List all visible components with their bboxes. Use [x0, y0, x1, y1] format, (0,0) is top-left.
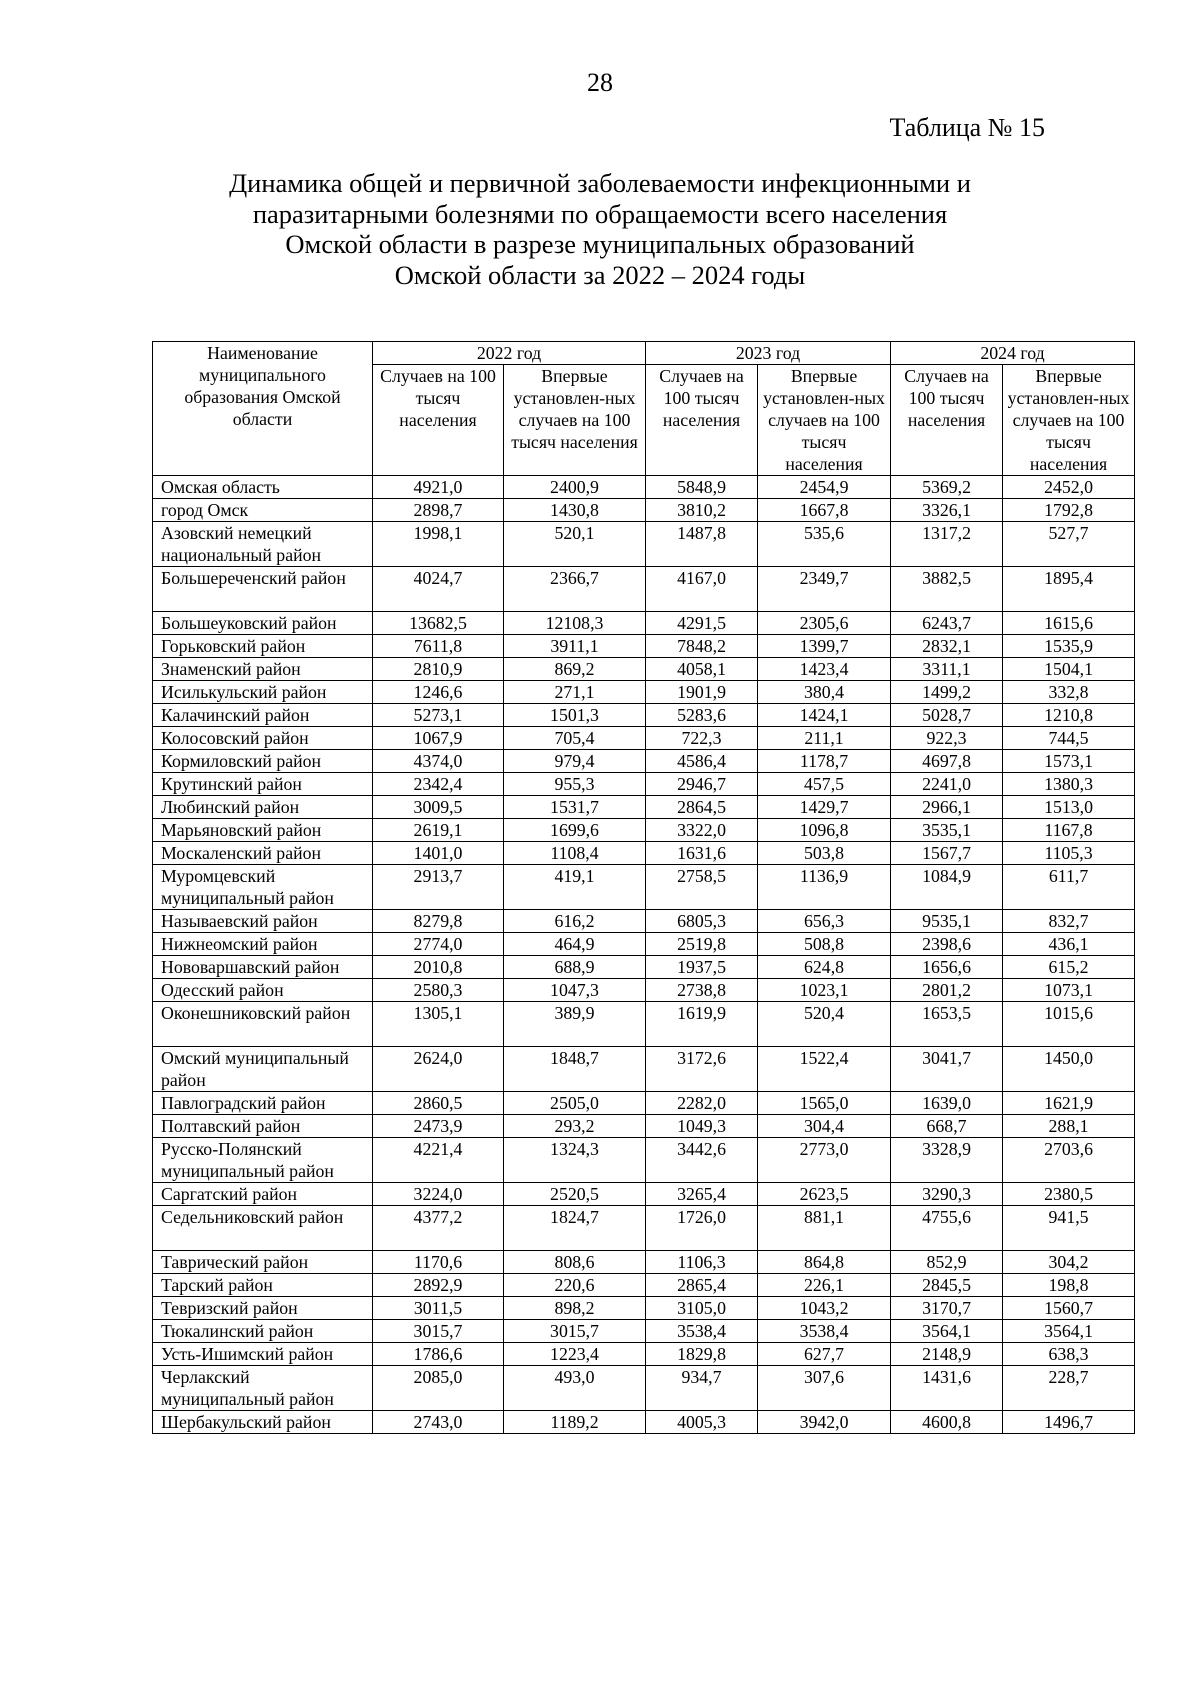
title-line: Омской области за 2022 – 2024 годы: [394, 259, 806, 290]
cell-municipality-name: Марьяновский район: [153, 819, 373, 842]
cell-cases-2024: 3041,7: [891, 1047, 1003, 1092]
cell-new-cases-2022: 1501,3: [504, 704, 646, 727]
table-label: Таблица № 15: [889, 113, 1045, 142]
cell-new-cases-2023: 226,1: [758, 1274, 891, 1297]
cell-new-cases-2024: 1513,0: [1003, 796, 1135, 819]
table-row: [153, 796, 1135, 819]
cell-new-cases-2024: 3564,1: [1003, 1320, 1135, 1343]
cell-cases-2023: 1619,9: [646, 1002, 758, 1047]
cell-new-cases-2023: 503,8: [758, 842, 891, 865]
cell-municipality-name: Любинский район: [153, 796, 373, 819]
cell-municipality-name: город Омск: [153, 499, 373, 522]
cell-new-cases-2022: 1824,7: [504, 1206, 646, 1251]
table-row: [153, 567, 1135, 612]
cell-cases-2024: 9535,1: [891, 910, 1003, 933]
cell-new-cases-2023: 3942,0: [758, 1411, 891, 1434]
cell-cases-2023: 722,3: [646, 727, 758, 750]
cell-new-cases-2024: 1504,1: [1003, 658, 1135, 681]
cell-new-cases-2024: 288,1: [1003, 1115, 1135, 1138]
cell-new-cases-2024: 527,7: [1003, 522, 1135, 567]
cell-cases-2022: 7611,8: [373, 635, 504, 658]
cell-cases-2023: 4586,4: [646, 750, 758, 773]
header-year-2023: 2023 год: [646, 342, 891, 365]
cell-cases-2022: 13682,5: [373, 612, 504, 635]
table-row: [153, 635, 1135, 658]
cell-cases-2022: 2810,9: [373, 658, 504, 681]
cell-municipality-name: Нововаршавский район: [153, 956, 373, 979]
table-row: [153, 522, 1135, 567]
cell-cases-2023: 1829,8: [646, 1343, 758, 1366]
cell-municipality-name: Черлакский муниципальный район: [153, 1366, 373, 1411]
cell-cases-2022: 5273,1: [373, 704, 504, 727]
cell-cases-2024: 3326,1: [891, 499, 1003, 522]
cell-cases-2022: 2860,5: [373, 1092, 504, 1115]
cell-new-cases-2023: 1565,0: [758, 1092, 891, 1115]
table-row: [153, 865, 1135, 910]
cell-new-cases-2023: 2623,5: [758, 1183, 891, 1206]
cell-cases-2022: 1998,1: [373, 522, 504, 567]
cell-new-cases-2022: 2520,5: [504, 1183, 646, 1206]
cell-new-cases-2024: 1792,8: [1003, 499, 1135, 522]
cell-cases-2024: 3535,1: [891, 819, 1003, 842]
cell-new-cases-2023: 1423,4: [758, 658, 891, 681]
cell-municipality-name: Одесский район: [153, 979, 373, 1002]
cell-cases-2024: 3290,3: [891, 1183, 1003, 1206]
cell-cases-2022: 2624,0: [373, 1047, 504, 1092]
cell-cases-2024: 5369,2: [891, 476, 1003, 499]
cell-cases-2022: 1786,6: [373, 1343, 504, 1366]
cell-new-cases-2024: 2703,6: [1003, 1138, 1135, 1183]
cell-cases-2024: 1431,6: [891, 1366, 1003, 1411]
cell-new-cases-2024: 436,1: [1003, 933, 1135, 956]
table-row: [153, 819, 1135, 842]
table-row: [153, 499, 1135, 522]
cell-new-cases-2022: 705,4: [504, 727, 646, 750]
cell-new-cases-2023: 1096,8: [758, 819, 891, 842]
cell-cases-2022: 2342,4: [373, 773, 504, 796]
cell-cases-2024: 3311,1: [891, 658, 1003, 681]
header-cases-2023: Случаев на 100 тысяч населения: [646, 365, 758, 476]
cell-cases-2024: 2832,1: [891, 635, 1003, 658]
cell-new-cases-2022: 616,2: [504, 910, 646, 933]
cell-new-cases-2023: 2305,6: [758, 612, 891, 635]
cell-new-cases-2022: 293,2: [504, 1115, 646, 1138]
cell-new-cases-2023: 1023,1: [758, 979, 891, 1002]
cell-new-cases-2022: 2505,0: [504, 1092, 646, 1115]
cell-new-cases-2023: 1136,9: [758, 865, 891, 910]
cell-cases-2024: 1317,2: [891, 522, 1003, 567]
cell-municipality-name: Большереченский район: [153, 567, 373, 612]
cell-cases-2024: 5028,7: [891, 704, 1003, 727]
cell-new-cases-2023: 3538,4: [758, 1320, 891, 1343]
cell-cases-2023: 3322,0: [646, 819, 758, 842]
cell-new-cases-2022: 1430,8: [504, 499, 646, 522]
cell-new-cases-2022: 1531,7: [504, 796, 646, 819]
cell-cases-2024: 1656,6: [891, 956, 1003, 979]
cell-cases-2024: 1567,7: [891, 842, 1003, 865]
cell-cases-2022: 2580,3: [373, 979, 504, 1002]
cell-cases-2024: 2966,1: [891, 796, 1003, 819]
header-year-2024: 2024 год: [891, 342, 1135, 365]
cell-new-cases-2022: 2366,7: [504, 567, 646, 612]
cell-new-cases-2022: 520,1: [504, 522, 646, 567]
cell-cases-2023: 4291,5: [646, 612, 758, 635]
cell-municipality-name: Омский муниципальный район: [153, 1047, 373, 1092]
cell-cases-2023: 6805,3: [646, 910, 758, 933]
cell-cases-2022: 4377,2: [373, 1206, 504, 1251]
cell-new-cases-2024: 228,7: [1003, 1366, 1135, 1411]
cell-new-cases-2023: 627,7: [758, 1343, 891, 1366]
cell-new-cases-2022: 12108,3: [504, 612, 646, 635]
cell-cases-2024: 6243,7: [891, 612, 1003, 635]
cell-new-cases-2023: 211,1: [758, 727, 891, 750]
cell-new-cases-2023: 380,4: [758, 681, 891, 704]
cell-cases-2024: 4600,8: [891, 1411, 1003, 1434]
cell-cases-2022: 1067,9: [373, 727, 504, 750]
cell-municipality-name: Москаленский район: [153, 842, 373, 865]
table-row: [153, 1411, 1135, 1434]
cell-new-cases-2024: 1535,9: [1003, 635, 1135, 658]
cell-cases-2023: 1726,0: [646, 1206, 758, 1251]
cell-new-cases-2023: 457,5: [758, 773, 891, 796]
cell-new-cases-2023: 864,8: [758, 1251, 891, 1274]
table-row: [153, 1138, 1135, 1183]
cell-new-cases-2022: 389,9: [504, 1002, 646, 1047]
cell-cases-2022: 2743,0: [373, 1411, 504, 1434]
cell-municipality-name: Русско-Полянский муниципальный район: [153, 1138, 373, 1183]
cell-new-cases-2022: 1699,6: [504, 819, 646, 842]
cell-new-cases-2023: 2349,7: [758, 567, 891, 612]
cell-cases-2023: 1049,3: [646, 1115, 758, 1138]
cell-cases-2023: 4167,0: [646, 567, 758, 612]
cell-cases-2022: 4024,7: [373, 567, 504, 612]
cell-cases-2023: 1901,9: [646, 681, 758, 704]
cell-cases-2022: 3009,5: [373, 796, 504, 819]
cell-new-cases-2024: 1621,9: [1003, 1092, 1135, 1115]
cell-new-cases-2022: 220,6: [504, 1274, 646, 1297]
title-line: паразитарными болезнями по обращаемости всего населения: [252, 198, 948, 229]
cell-cases-2023: 4058,1: [646, 658, 758, 681]
cell-cases-2022: 3224,0: [373, 1183, 504, 1206]
cell-new-cases-2023: 307,6: [758, 1366, 891, 1411]
table-row: [153, 933, 1135, 956]
cell-municipality-name: Полтавский район: [153, 1115, 373, 1138]
table-row: [153, 1002, 1135, 1047]
table-row: [153, 1274, 1135, 1297]
cell-cases-2024: 2845,5: [891, 1274, 1003, 1297]
cell-cases-2024: 1084,9: [891, 865, 1003, 910]
cell-new-cases-2022: 1108,4: [504, 842, 646, 865]
cell-cases-2024: 3328,9: [891, 1138, 1003, 1183]
cell-new-cases-2024: 1015,6: [1003, 1002, 1135, 1047]
table-row: [153, 1092, 1135, 1115]
cell-cases-2022: 4374,0: [373, 750, 504, 773]
table-row: [153, 956, 1135, 979]
cell-new-cases-2022: 979,4: [504, 750, 646, 773]
cell-municipality-name: Горьковский район: [153, 635, 373, 658]
cell-municipality-name: Шербакульский район: [153, 1411, 373, 1434]
cell-new-cases-2022: 2400,9: [504, 476, 646, 499]
cell-new-cases-2022: 1047,3: [504, 979, 646, 1002]
cell-new-cases-2024: 1167,8: [1003, 819, 1135, 842]
table-row: [153, 1366, 1135, 1411]
cell-new-cases-2024: 1450,0: [1003, 1047, 1135, 1092]
cell-new-cases-2023: 1399,7: [758, 635, 891, 658]
table-body: [153, 476, 1135, 1434]
table-row: [153, 476, 1135, 499]
cell-new-cases-2023: 1043,2: [758, 1297, 891, 1320]
cell-cases-2024: 4697,8: [891, 750, 1003, 773]
cell-municipality-name: Колосовский район: [153, 727, 373, 750]
cell-cases-2022: 2619,1: [373, 819, 504, 842]
table-row: [153, 750, 1135, 773]
cell-cases-2024: 2398,6: [891, 933, 1003, 956]
cell-cases-2023: 2758,5: [646, 865, 758, 910]
cell-cases-2023: 3810,2: [646, 499, 758, 522]
header-year-2022: 2022 год: [373, 342, 646, 365]
cell-new-cases-2024: 615,2: [1003, 956, 1135, 979]
cell-cases-2024: 3564,1: [891, 1320, 1003, 1343]
cell-new-cases-2024: 2452,0: [1003, 476, 1135, 499]
cell-new-cases-2022: 1189,2: [504, 1411, 646, 1434]
cell-municipality-name: Большеуковский район: [153, 612, 373, 635]
cell-new-cases-2022: 1223,4: [504, 1343, 646, 1366]
cell-municipality-name: Таврический район: [153, 1251, 373, 1274]
cell-municipality-name: Крутинский район: [153, 773, 373, 796]
cell-cases-2022: 2898,7: [373, 499, 504, 522]
cell-cases-2022: 3015,7: [373, 1320, 504, 1343]
cell-municipality-name: Тюкалинский район: [153, 1320, 373, 1343]
cell-municipality-name: Омская область: [153, 476, 373, 499]
header-cases-2022: Случаев на 100 тысяч населения: [373, 365, 504, 476]
cell-cases-2024: 1653,5: [891, 1002, 1003, 1047]
cell-new-cases-2023: 881,1: [758, 1206, 891, 1251]
cell-cases-2022: 2774,0: [373, 933, 504, 956]
cell-cases-2023: 2738,8: [646, 979, 758, 1002]
cell-cases-2022: 4221,4: [373, 1138, 504, 1183]
cell-new-cases-2022: 898,2: [504, 1297, 646, 1320]
cell-new-cases-2024: 1573,1: [1003, 750, 1135, 773]
cell-cases-2023: 1937,5: [646, 956, 758, 979]
cell-new-cases-2022: 3911,1: [504, 635, 646, 658]
table-row: [153, 979, 1135, 1002]
cell-new-cases-2024: 332,8: [1003, 681, 1135, 704]
cell-cases-2024: 668,7: [891, 1115, 1003, 1138]
cell-cases-2022: 2473,9: [373, 1115, 504, 1138]
cell-new-cases-2023: 656,3: [758, 910, 891, 933]
cell-municipality-name: Тевризский район: [153, 1297, 373, 1320]
table-row: [153, 910, 1135, 933]
cell-cases-2024: 3882,5: [891, 567, 1003, 612]
cell-new-cases-2024: 941,5: [1003, 1206, 1135, 1251]
cell-new-cases-2023: 304,4: [758, 1115, 891, 1138]
cell-new-cases-2022: 688,9: [504, 956, 646, 979]
cell-new-cases-2023: 2454,9: [758, 476, 891, 499]
cell-new-cases-2022: 1848,7: [504, 1047, 646, 1092]
cell-cases-2023: 3105,0: [646, 1297, 758, 1320]
cell-cases-2024: 922,3: [891, 727, 1003, 750]
table-row: [153, 842, 1135, 865]
cell-cases-2024: 2241,0: [891, 773, 1003, 796]
cell-new-cases-2024: 1895,4: [1003, 567, 1135, 612]
cell-new-cases-2022: 493,0: [504, 1366, 646, 1411]
cell-new-cases-2024: 1496,7: [1003, 1411, 1135, 1434]
cell-cases-2023: 3538,4: [646, 1320, 758, 1343]
cell-municipality-name: Кормиловский район: [153, 750, 373, 773]
cell-new-cases-2024: 638,3: [1003, 1343, 1135, 1366]
cell-municipality-name: Калачинский район: [153, 704, 373, 727]
cell-new-cases-2022: 1324,3: [504, 1138, 646, 1183]
table-row: [153, 612, 1135, 635]
header-new-cases-2024: Впервые установлен-ных случаев на 100 тысяч населения: [1003, 365, 1135, 476]
cell-cases-2024: 3170,7: [891, 1297, 1003, 1320]
cell-new-cases-2023: 520,4: [758, 1002, 891, 1047]
cell-cases-2023: 5848,9: [646, 476, 758, 499]
table-row: [153, 1343, 1135, 1366]
cell-cases-2022: 3011,5: [373, 1297, 504, 1320]
cell-cases-2022: 1305,1: [373, 1002, 504, 1047]
cell-cases-2023: 4005,3: [646, 1411, 758, 1434]
cell-new-cases-2024: 1560,7: [1003, 1297, 1135, 1320]
cell-cases-2024: 2148,9: [891, 1343, 1003, 1366]
cell-new-cases-2024: 2380,5: [1003, 1183, 1135, 1206]
cell-cases-2023: 1487,8: [646, 522, 758, 567]
header-new-cases-2022: Впервые установлен-ных случаев на 100 тысяч населения: [504, 365, 646, 476]
cell-municipality-name: Оконешниковский район: [153, 1002, 373, 1047]
cell-cases-2023: 1631,6: [646, 842, 758, 865]
cell-municipality-name: Нижнеомский район: [153, 933, 373, 956]
table-row: [153, 773, 1135, 796]
cell-cases-2023: 2946,7: [646, 773, 758, 796]
cell-cases-2023: 2519,8: [646, 933, 758, 956]
cell-new-cases-2024: 198,8: [1003, 1274, 1135, 1297]
cell-new-cases-2022: 419,1: [504, 865, 646, 910]
cell-municipality-name: Усть-Ишимский район: [153, 1343, 373, 1366]
cell-municipality-name: Исилькульский район: [153, 681, 373, 704]
cell-municipality-name: Тарский район: [153, 1274, 373, 1297]
cell-cases-2023: 3172,6: [646, 1047, 758, 1092]
cell-cases-2023: 934,7: [646, 1366, 758, 1411]
cell-new-cases-2024: 1105,3: [1003, 842, 1135, 865]
table-row: [153, 1115, 1135, 1138]
cell-new-cases-2023: 624,8: [758, 956, 891, 979]
document-title: [200, 168, 1000, 290]
title-line: Омской области в разрезе муниципальных образований: [285, 229, 915, 259]
cell-new-cases-2022: 3015,7: [504, 1320, 646, 1343]
cell-municipality-name: Саргатский район: [153, 1183, 373, 1206]
cell-cases-2022: 4921,0: [373, 476, 504, 499]
cell-cases-2023: 2864,5: [646, 796, 758, 819]
cell-cases-2023: 7848,2: [646, 635, 758, 658]
cell-new-cases-2024: 744,5: [1003, 727, 1135, 750]
table-row: [153, 658, 1135, 681]
cell-municipality-name: Павлоградский район: [153, 1092, 373, 1115]
cell-cases-2023: 3442,6: [646, 1138, 758, 1183]
cell-new-cases-2023: 1429,7: [758, 796, 891, 819]
cell-new-cases-2024: 832,7: [1003, 910, 1135, 933]
cell-cases-2023: 2865,4: [646, 1274, 758, 1297]
table-row: [153, 681, 1135, 704]
header-municipality: Наименование муниципального образования Омской области: [153, 342, 373, 476]
table-row: [153, 727, 1135, 750]
cell-municipality-name: Муромцевский муниципальный район: [153, 865, 373, 910]
title-line: Динамика общей и первичной заболеваемости инфекционными и: [229, 168, 971, 198]
cell-new-cases-2024: 1615,6: [1003, 612, 1135, 635]
cell-cases-2024: 1499,2: [891, 681, 1003, 704]
cell-new-cases-2024: 304,2: [1003, 1251, 1135, 1274]
cell-new-cases-2023: 508,8: [758, 933, 891, 956]
cell-new-cases-2023: 1667,8: [758, 499, 891, 522]
table-row: [153, 1251, 1135, 1274]
table-row: [153, 1320, 1135, 1343]
cell-new-cases-2022: 808,6: [504, 1251, 646, 1274]
cell-cases-2024: 852,9: [891, 1251, 1003, 1274]
cell-new-cases-2024: 1073,1: [1003, 979, 1135, 1002]
cell-new-cases-2022: 464,9: [504, 933, 646, 956]
cell-cases-2022: 2913,7: [373, 865, 504, 910]
cell-cases-2022: 1170,6: [373, 1251, 504, 1274]
table-row: [153, 1206, 1135, 1251]
cell-cases-2022: 8279,8: [373, 910, 504, 933]
cell-new-cases-2023: 535,6: [758, 522, 891, 567]
table-row: [153, 1047, 1135, 1092]
cell-municipality-name: Называевский район: [153, 910, 373, 933]
cell-municipality-name: Азовский немецкий национальный район: [153, 522, 373, 567]
cell-cases-2023: 1106,3: [646, 1251, 758, 1274]
cell-cases-2023: 2282,0: [646, 1092, 758, 1115]
cell-new-cases-2024: 611,7: [1003, 865, 1135, 910]
cell-cases-2024: 2801,2: [891, 979, 1003, 1002]
cell-new-cases-2024: 1380,3: [1003, 773, 1135, 796]
cell-cases-2024: 4755,6: [891, 1206, 1003, 1251]
cell-cases-2024: 1639,0: [891, 1092, 1003, 1115]
cell-new-cases-2022: 271,1: [504, 681, 646, 704]
cell-cases-2023: 3265,4: [646, 1183, 758, 1206]
cell-new-cases-2023: 1178,7: [758, 750, 891, 773]
header-new-cases-2023: Впервые установлен-ных случаев на 100 тысяч населения: [758, 365, 891, 476]
cell-new-cases-2022: 955,3: [504, 773, 646, 796]
table-row: [153, 704, 1135, 727]
morbidity-table: [152, 341, 1135, 1434]
cell-new-cases-2023: 1522,4: [758, 1047, 891, 1092]
cell-municipality-name: Знаменский район: [153, 658, 373, 681]
page-number: 28: [587, 68, 613, 97]
cell-new-cases-2023: 1424,1: [758, 704, 891, 727]
cell-cases-2022: 2085,0: [373, 1366, 504, 1411]
cell-new-cases-2023: 2773,0: [758, 1138, 891, 1183]
cell-cases-2023: 5283,6: [646, 704, 758, 727]
cell-cases-2022: 1246,6: [373, 681, 504, 704]
cell-municipality-name: Седельниковский район: [153, 1206, 373, 1251]
cell-cases-2022: 2892,9: [373, 1274, 504, 1297]
cell-new-cases-2024: 1210,8: [1003, 704, 1135, 727]
table-row: [153, 1183, 1135, 1206]
cell-cases-2022: 1401,0: [373, 842, 504, 865]
header-cases-2024: Случаев на 100 тысяч населения: [891, 365, 1003, 476]
table-row: [153, 1297, 1135, 1320]
cell-cases-2022: 2010,8: [373, 956, 504, 979]
cell-new-cases-2022: 869,2: [504, 658, 646, 681]
